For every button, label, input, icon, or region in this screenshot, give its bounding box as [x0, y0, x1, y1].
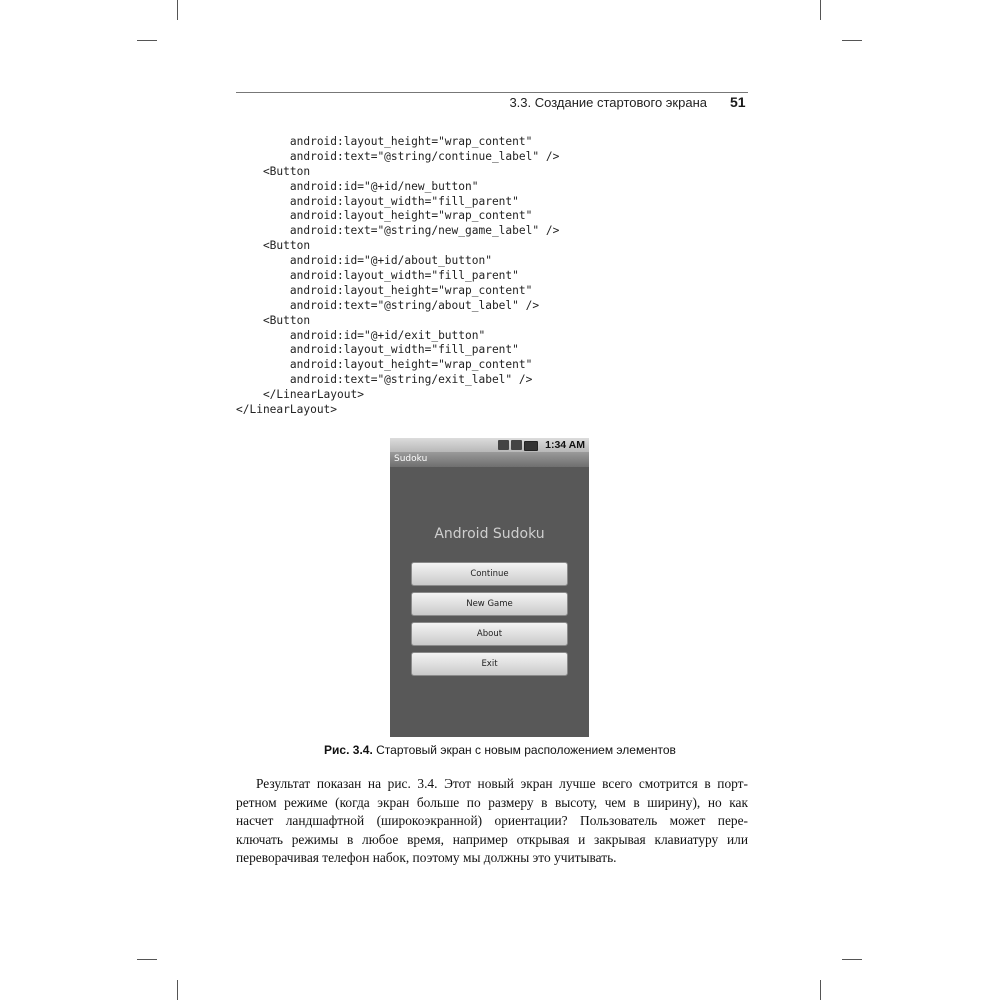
crop-mark [177, 0, 178, 20]
phone-screenshot [390, 438, 589, 737]
status-bar [390, 438, 589, 452]
crop-mark [137, 40, 157, 41]
crop-mark [820, 980, 821, 1000]
code-line: android:layout_width="fill_parent" [236, 269, 519, 283]
code-line: android:layout_width="fill_parent" [236, 194, 519, 208]
code-line: android:text="@string/continue_label" /> [236, 149, 560, 163]
signal-icon [511, 440, 522, 450]
code-line: android:id="@+id/about_button" [236, 254, 492, 268]
paragraph-line: переворачивая телефон набок, поэтому мы должны это учитывать. [236, 850, 617, 865]
code-line: android:text="@string/about_label" /> [236, 298, 540, 312]
paragraph-line: ретном режиме (когда экран больше по размеру в высоту, чем в ширину), но как [236, 794, 748, 810]
figure-caption [0, 743, 1000, 757]
code-line: android:text="@string/exit_label" /> [236, 373, 533, 387]
crop-mark [177, 980, 178, 1000]
crop-mark [137, 959, 157, 960]
header-rule [236, 92, 748, 93]
code-line: android:layout_height="wrap_content" [236, 209, 533, 223]
paragraph-line: насчет ландшафтной (широкоэкранной) ориентации? Пользователь может пере- [236, 813, 748, 828]
paragraph-line: Результат показан на рис. 3.4. Этот новый экран лучше всего смотрится в порт- [256, 776, 748, 791]
figure-label: Рис. 3.4. [324, 743, 373, 757]
page-number: 51 [730, 94, 746, 110]
code-line: android:layout_height="wrap_content" [236, 283, 533, 297]
code-line: </LinearLayout> [236, 403, 338, 417]
app-title-bar [390, 452, 589, 467]
new-game-button[interactable]: New Game [411, 592, 568, 616]
code-line: android:layout_width="fill_parent" [236, 343, 519, 357]
running-head: 3.3. Создание стартового экрана [509, 95, 707, 110]
crop-mark [820, 0, 821, 20]
exit-button[interactable]: Exit [411, 652, 568, 676]
app-title: Sudoku [394, 454, 428, 464]
code-line: android:id="@+id/new_button" [236, 179, 479, 193]
code-line: <Button [236, 164, 311, 178]
app-heading: Android Sudoku [434, 526, 545, 542]
code-listing [236, 135, 559, 418]
code-line: android:layout_height="wrap_content" [236, 358, 533, 372]
code-line: </LinearLayout> [236, 388, 364, 402]
body-paragraph [236, 775, 748, 868]
paragraph-line: ключать режимы в любое время, например открывая и закрывая клавиатуру или [236, 831, 748, 847]
code-line: android:id="@+id/exit_button" [236, 328, 486, 342]
about-button[interactable]: About [411, 622, 568, 646]
crop-mark [842, 959, 862, 960]
code-line: android:text="@string/new_game_label" /> [236, 224, 560, 238]
battery-icon [524, 441, 538, 451]
status-icons [498, 440, 538, 451]
3g-icon [498, 440, 509, 450]
figure-caption-text: Стартовый экран с новым расположением элементов [372, 743, 676, 757]
code-line: <Button [236, 239, 311, 253]
continue-button[interactable]: Continue [411, 562, 568, 586]
code-line: <Button [236, 313, 311, 327]
code-line: android:layout_height="wrap_content" [236, 135, 533, 148]
status-time: 1:34 AM [545, 439, 585, 451]
crop-mark [842, 40, 862, 41]
